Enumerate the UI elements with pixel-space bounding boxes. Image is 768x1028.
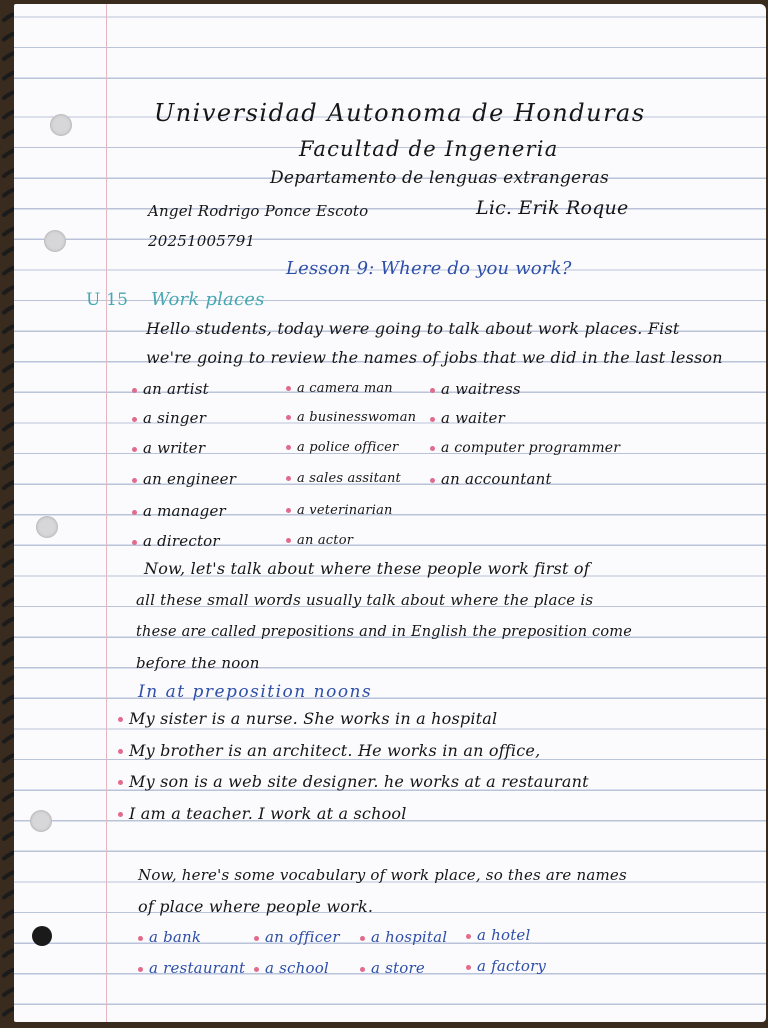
- bullet-icon: [132, 540, 137, 545]
- bullet-icon: [430, 417, 435, 422]
- list-item: a writer: [132, 437, 205, 459]
- punch-hole: [30, 810, 52, 832]
- explanation-line: these are called prepositions and in English the preposition come: [136, 624, 633, 640]
- list-item: a waiter: [430, 407, 505, 429]
- bullet-icon: [430, 478, 435, 483]
- example-sentence: My son is a web site designer. he works at a restaurant: [118, 771, 589, 793]
- place-item: a factory: [466, 955, 546, 977]
- bullet-icon: [118, 812, 123, 817]
- student-name: Angel Rodrigo Ponce Escoto: [148, 202, 369, 220]
- intro-line: Hello students, today were going to talk about work places. Fist: [146, 319, 680, 338]
- bullet-icon: [138, 967, 143, 972]
- place-item: a hotel: [466, 924, 531, 946]
- margin-line: [106, 4, 107, 1022]
- bullet-icon: [466, 934, 471, 939]
- bullet-icon: [430, 446, 435, 451]
- bullet-icon: [254, 936, 259, 941]
- lesson-title: Lesson 9: Where do you work?: [286, 258, 572, 279]
- bullet-icon: [286, 415, 291, 420]
- bullet-icon: [286, 386, 291, 391]
- bullet-icon: [286, 538, 291, 543]
- list-item: a computer programmer: [430, 437, 620, 459]
- list-item: a police officer: [286, 437, 398, 459]
- faculty-title: Facultad de Ingeneria: [299, 137, 559, 161]
- department-title: Departamento de lenguas extrangeras: [270, 168, 609, 188]
- bullet-icon: [132, 447, 137, 452]
- bullet-icon: [286, 476, 291, 481]
- preposition-header: In at preposition noons: [138, 682, 373, 702]
- list-item: a businesswoman: [286, 407, 416, 429]
- list-item: an accountant: [430, 468, 552, 490]
- bullet-icon: [430, 388, 435, 393]
- bullet-icon: [254, 967, 259, 972]
- example-sentence: I am a teacher. I work at a school: [118, 803, 407, 825]
- list-item: an actor: [286, 530, 353, 552]
- university-title: Universidad Autonoma de Honduras: [154, 99, 646, 127]
- place-item: a hospital: [360, 926, 447, 948]
- explanation-line: before the noon: [136, 654, 260, 672]
- list-item: an artist: [132, 378, 209, 400]
- bullet-icon: [132, 510, 137, 515]
- bullet-icon: [286, 445, 291, 450]
- place-item: a store: [360, 957, 425, 979]
- list-item: a sales assitant: [286, 468, 401, 490]
- place-item: a restaurant: [138, 957, 245, 979]
- bullet-icon: [132, 478, 137, 483]
- example-sentence: My sister is a nurse. She works in a hospital: [118, 708, 497, 730]
- place-item: a school: [254, 957, 329, 979]
- list-item: a camera man: [286, 378, 393, 400]
- bullet-icon: [138, 936, 143, 941]
- bullet-icon: [118, 780, 123, 785]
- vocab-intro-line: of place where people work.: [138, 897, 374, 916]
- bullet-icon: [118, 749, 123, 754]
- notebook-page: [14, 4, 766, 1022]
- list-item: a veterinarian: [286, 500, 393, 522]
- bullet-icon: [286, 508, 291, 513]
- bullet-icon: [360, 967, 365, 972]
- bullet-icon: [132, 388, 137, 393]
- bullet-icon: [118, 717, 123, 722]
- punch-hole: [36, 516, 58, 538]
- punch-hole: [32, 926, 52, 946]
- list-item: a waitress: [430, 378, 521, 400]
- bullet-icon: [466, 965, 471, 970]
- bullet-icon: [132, 417, 137, 422]
- vocab-intro-line: Now, here's some vocabulary of work place, so thes are names: [138, 866, 627, 884]
- unit-title: Work places: [151, 289, 265, 310]
- teacher-name: Lic. Erik Roque: [476, 197, 629, 219]
- student-id: 20251005791: [148, 232, 256, 250]
- intro-line: we're going to review the names of jobs that we did in the last lesson: [146, 348, 723, 367]
- place-item: an officer: [254, 926, 340, 948]
- list-item: a director: [132, 530, 220, 552]
- punch-hole: [50, 114, 72, 136]
- list-item: an engineer: [132, 468, 236, 490]
- example-sentence: My brother is an architect. He works in an office,: [118, 740, 540, 762]
- explanation-line: Now, let's talk about where these people work first of: [144, 559, 590, 578]
- bullet-icon: [360, 936, 365, 941]
- unit-label: U 15: [86, 290, 129, 310]
- place-item: a bank: [138, 926, 201, 948]
- explanation-line: all these small words usually talk about where the place is: [136, 591, 594, 609]
- punch-hole: [44, 230, 66, 252]
- list-item: a singer: [132, 407, 206, 429]
- list-item: a manager: [132, 500, 226, 522]
